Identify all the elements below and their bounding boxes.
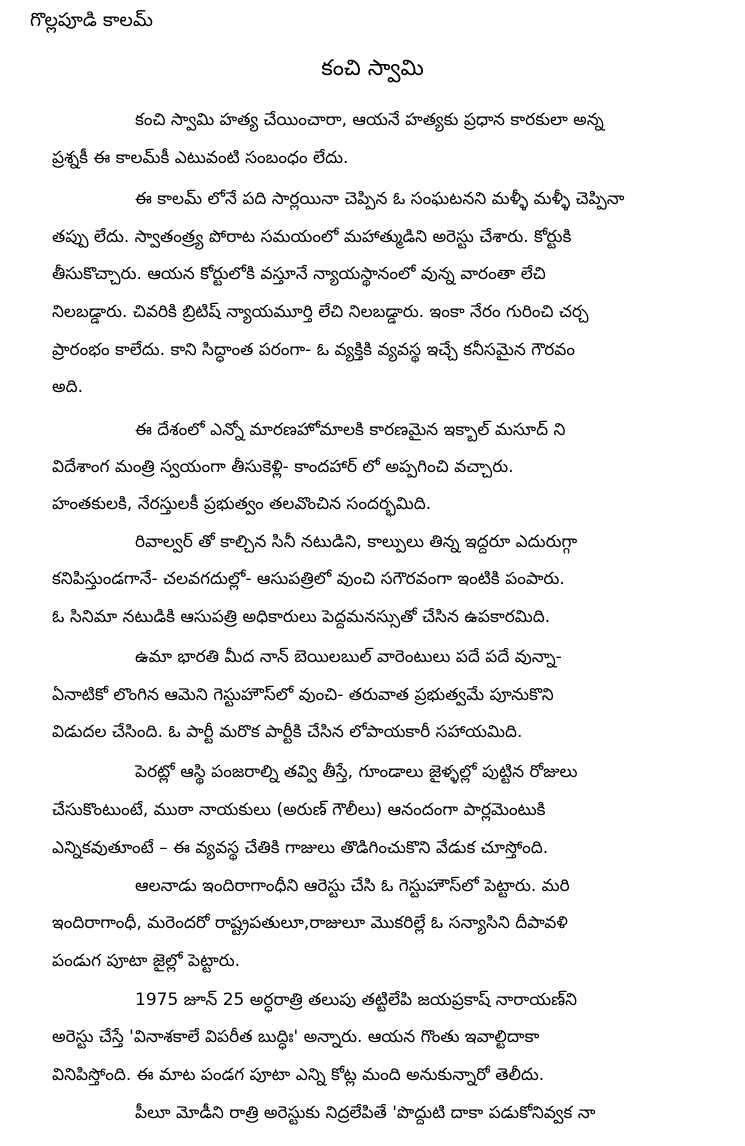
text-line: రివాల్వర్ తో కాల్చిన సినీ నటుడిని, కాల్పులు తిన్న ఇద్దరూ ఎదురుగ్గా xyxy=(135,532,578,552)
text-line: ఏనాటికో లొంగిన ఆమెని గెస్టుహౌస్‌లో వుంచి- తరువాత ప్రభుత్వమే పూనుకొని xyxy=(52,685,554,705)
article-title: కంచి స్వామి xyxy=(321,56,424,81)
text-line: కంచి స్వామి హత్య చేయించారా, ఆయనే హత్యకు ప్రధాన కారకులా అన్న xyxy=(135,110,604,130)
text-line: పండుగ పూటా జైల్లో పెట్టారు. xyxy=(52,951,241,971)
text-line: పీలూ మోడీని రాత్రి అరెస్టుకు నిద్రలేపితే 'పొద్దుటి దాకా పడుకోనివ్వక నా xyxy=(135,1103,596,1123)
text-line: ప్రశ్నకీ ఈ కాలమ్‌కీ ఎటువంటి సంబంధం లేదు. xyxy=(52,148,349,168)
text-line: ఉమా భారతి మీద నాన్ బెయిలబుల్ వారెంటులు పదే పదే వున్నా- xyxy=(135,647,562,667)
text-line: ఎన్నికవుతూంటే – ఈ వ్యవస్థ చేతికి గాజులు తొడిగించుకొని వేడుక చూస్తోంది. xyxy=(52,838,549,858)
text-line: నిలబడ్డారు. చివరికి బ్రిటిష్ న్యాయమూర్తి లేచి నిలబడ్డారు. ఇంకా నేరం గురించి చర్చ xyxy=(52,302,589,322)
text-line: తీసుకొచ్చారు. ఆయన కోర్టులోకి వస్తూనే న్యాయస్థానంలో వున్న వారంతా లేచి xyxy=(52,264,546,284)
text-line: పెరట్లో ఆస్థి పంజరాల్ని తవ్వి తీస్తే, గూండాలు జైళ్ళల్లో పుట్టిన రోజులు xyxy=(135,762,578,782)
text-line: తప్పు లేదు. స్వాతంత్ర్య పోరాట సమయంలో మహాత్ముడిని అరెస్టు చేశారు. కోర్టుకి xyxy=(52,227,572,247)
text-line: ప్రారంభం కాలేదు. కాని సిద్ధాంత పరంగా- ఓ వ్యక్తికి వ్యవస్థ ఇచ్చే కనీసమైన గౌరవం xyxy=(52,340,575,360)
text-line: ఇందిరాగాంధీ, మరెందరో రాష్ట్రపతులూ,రాజులూ మొకరిల్లే ఓ సన్యాసిని దీపావళి xyxy=(52,913,568,933)
text-line: అది. xyxy=(52,377,84,397)
text-line: హంతకులకి, నేరస్తులకీ ప్రభుత్వం తలవొంచిన సందర్భమిది. xyxy=(52,494,432,514)
text-line: ఆలనాడు ఇందిరాగాంధీని ఆరెస్టు చేసి ఓ గెస్టుహౌస్‌లో పెట్టారు. మరి xyxy=(135,876,570,896)
text-line: ఓ సినిమా నటుడికి ఆసుపత్రి అధికారులు పెద్దమనస్సుతో చేసిన ఉపకారమిది. xyxy=(52,607,551,627)
text-line: ఈ దేశంలో ఎన్నో మారణహోమాలకి కారణమైన ఇక్బాల్ మసూద్ ని xyxy=(135,420,566,440)
column-label: గొల్లపూడి కాలమ్ xyxy=(30,9,153,31)
text-line: వినిపిస్తోంది. ఈ మాట పండగ పూటా ఎన్ని కోట్ల మంది అనుకున్నారో తెలీదు. xyxy=(52,1065,545,1085)
text-line: కనిపిస్తుండగానే- చలవగదుల్లో- ఆసుపత్రిలో వుంచి సగౌరవంగా ఇంటికి పంపారు. xyxy=(52,569,565,589)
text-line: అరెస్టు చేస్తే 'వినాశకాలే విపరీత బుద్ధిః' అన్నారు. ఆయన గొంతు ఇవాల్టిదాకా xyxy=(52,1027,540,1047)
text-line: విదేశాంగ మంత్రి స్వయంగా తీసుకెళ్లి- కాందహార్ లో అప్పగించి వచ్చారు. xyxy=(52,457,514,477)
text-line: ఈ కాలమ్ లోనే పది సార్లయినా చెప్పిన ఓ సంఘటనని మళ్ళీ మళ్ళీ చెప్పినా xyxy=(135,189,625,209)
text-line: చేసుకొంటుంటే, ముఠా నాయకులు (అరుణ్ గౌలీలు) ఆనందంగా పార్లమెంటుకి xyxy=(52,800,546,820)
text-line: విడుదల చేసింది. ఓ పార్టీ మరొక పార్టీకి చేసిన లోపాయకారీ సహాయమిది. xyxy=(52,722,523,742)
text-line: 1975 జూన్ 25 అర్ధరాత్రి తలుపు తట్టిలేపి జయప్రకాష్ నారాయణ్‌ని xyxy=(135,990,578,1010)
